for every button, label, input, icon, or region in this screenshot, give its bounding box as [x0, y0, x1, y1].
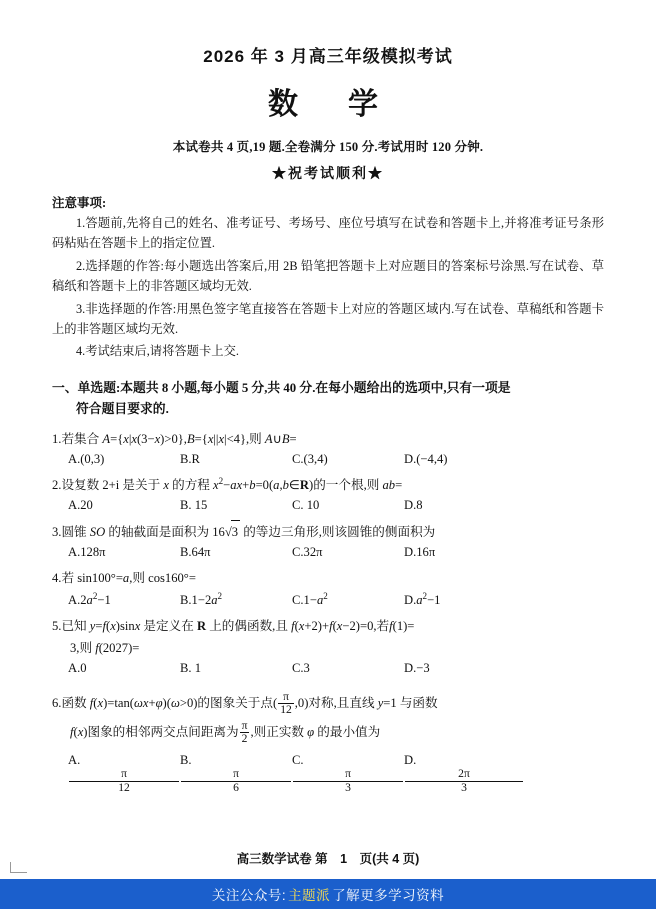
option-5-c[interactable]: C.3 — [292, 661, 310, 676]
question-6-text-line2: f(x)图象的相邻两交点间距离为 $\frac{\pi}{2}$ ,则正实数 φ 的最小值为 — [70, 718, 381, 746]
option-1-c[interactable]: C.(3,4) — [292, 451, 328, 466]
option-4-c[interactable]: $C.1-a^2$ — [292, 590, 328, 608]
option-1-d[interactable]: D.(−4,4) — [404, 451, 448, 466]
option-5-a[interactable]: A.0 — [68, 661, 87, 676]
subject-title: 数 学 — [268, 88, 388, 121]
exam-info-line: 本试卷共 4 页,19 题.全卷满分 150 分.考试用时 120 分钟. — [172, 140, 484, 154]
option-2-b[interactable]: B. 15 — [180, 497, 208, 512]
option-1-a[interactable]: A.(0,3) — [68, 451, 105, 466]
notice-heading: 注意事项: — [52, 196, 107, 210]
page-footer: 高三数学试卷 第 1 页(共 4 页) — [236, 852, 420, 866]
question-2-options — [52, 498, 604, 513]
option-2-c[interactable]: C. 10 — [292, 497, 320, 512]
question-1-options — [52, 452, 604, 467]
question-5-text-line1: 已知 y=f(x)sinx 是定义在 R 上的偶函数,且 f(x+2)+f(x−2)=0,若f(1)= — [61, 619, 415, 634]
question-1-number: 1. — [52, 431, 62, 446]
option-5-d[interactable]: D.−3 — [404, 661, 430, 676]
section-heading-lead: 一、单选题:本题共 8 小题,每小题 5 分,共 40 分.在每小题给出的选项中,只有一项是 — [52, 381, 511, 396]
option-3-a[interactable]: A.128π — [68, 544, 106, 559]
question-6-number: 6. — [52, 696, 62, 711]
notice-item-4: 4.考试结束后,请将答题卡上交. — [76, 344, 239, 359]
question-1-text: 若集合 A={x|x(3−x)>0},B={x||x|<4},则 A∪B= — [61, 431, 297, 446]
notice-item-3: 3.非选择题的作答:用黑色签字笔直接答在答题卡上对应的答题区域内.写在试卷、草稿纸和答题卡上的非答题区域均无效. — [52, 301, 604, 336]
option-3-b[interactable]: B.64π — [180, 544, 211, 559]
section-heading — [52, 378, 604, 420]
question-6 — [52, 689, 604, 747]
promo-suffix: 了解更多学习资料 — [332, 888, 445, 903]
section-heading-cont: 符合题目要求的. — [76, 402, 169, 417]
option-4-a[interactable]: $A.2a^2-1$ — [68, 590, 111, 608]
question-3-text: 圆锥 SO 的轴截面是面积为 16√3 的等边三角形,则该圆锥的侧面积为 — [61, 525, 435, 539]
notice-item-2: 2.选择题的作答:每小题选出答案后,用 2B 铅笔把答题卡上对应题目的答案标号涂黑.写在试卷、草稿纸和答题卡上的非答题区域均无效. — [52, 258, 604, 293]
promo-prefix: 关注公众号: — [211, 888, 287, 903]
option-4-d[interactable]: $D.a^2-1$ — [404, 590, 441, 608]
question-6-text-line1: 函数 f(x)=tan(ωx+φ)(ω>0)的图象关于点( $\frac{\pi}{12}$ ,0)对称,且直线 y=1 与函数 — [61, 689, 438, 717]
question-1 — [52, 428, 604, 450]
option-2-d[interactable]: D.8 — [404, 497, 423, 512]
question-5-options — [52, 661, 604, 676]
option-6-c[interactable]: C. π 3 — [292, 753, 404, 794]
question-4-number: 4. — [52, 570, 62, 585]
option-6-a[interactable]: A. π 12 — [68, 753, 180, 794]
option-6-d[interactable]: D. 2π 3 — [404, 753, 524, 794]
option-3-c[interactable]: C.32π — [292, 544, 323, 559]
question-3-options — [52, 545, 604, 560]
option-1-b[interactable]: B.R — [180, 451, 200, 466]
question-5-text-line2: 3,则 f(2027)= — [70, 641, 140, 656]
option-5-b[interactable]: B. 1 — [180, 661, 201, 676]
question-4-options — [52, 591, 604, 608]
question-3-number: 3. — [52, 524, 62, 539]
question-3 — [52, 520, 604, 543]
good-luck-line: ★祝考试顺利★ — [272, 167, 384, 182]
question-2 — [52, 474, 604, 496]
question-4 — [52, 567, 604, 589]
question-4-text: 若 sin100°=a,则 cos160°= — [61, 570, 196, 585]
option-6-b[interactable]: B. π 6 — [180, 753, 292, 794]
question-5-number: 5. — [52, 619, 62, 634]
page-title: 2026 年 3 月高三年级模拟考试 — [203, 47, 453, 66]
promo-bar — [0, 879, 656, 909]
question-2-text: 设复数 2+i 是关于 x 的方程 $x^2-ax+b=0(a,b\in R)$的一个根,则 ab= — [61, 475, 403, 492]
option-3-d[interactable]: D.16π — [404, 544, 436, 559]
promo-highlight: 主题派 — [288, 888, 331, 903]
notice-item-1: 1.答题前,先将自己的姓名、准考证号、考场号、座位号填写在试卷和答题卡上,并将准考证号条形码粘贴在答题卡上的指定位置. — [52, 216, 604, 250]
question-6-options — [52, 753, 604, 794]
option-2-a[interactable]: A.20 — [68, 497, 93, 512]
question-5 — [52, 615, 604, 659]
question-2-number: 2. — [52, 477, 62, 492]
option-4-b[interactable]: $B.1-2a^2$ — [180, 590, 223, 608]
